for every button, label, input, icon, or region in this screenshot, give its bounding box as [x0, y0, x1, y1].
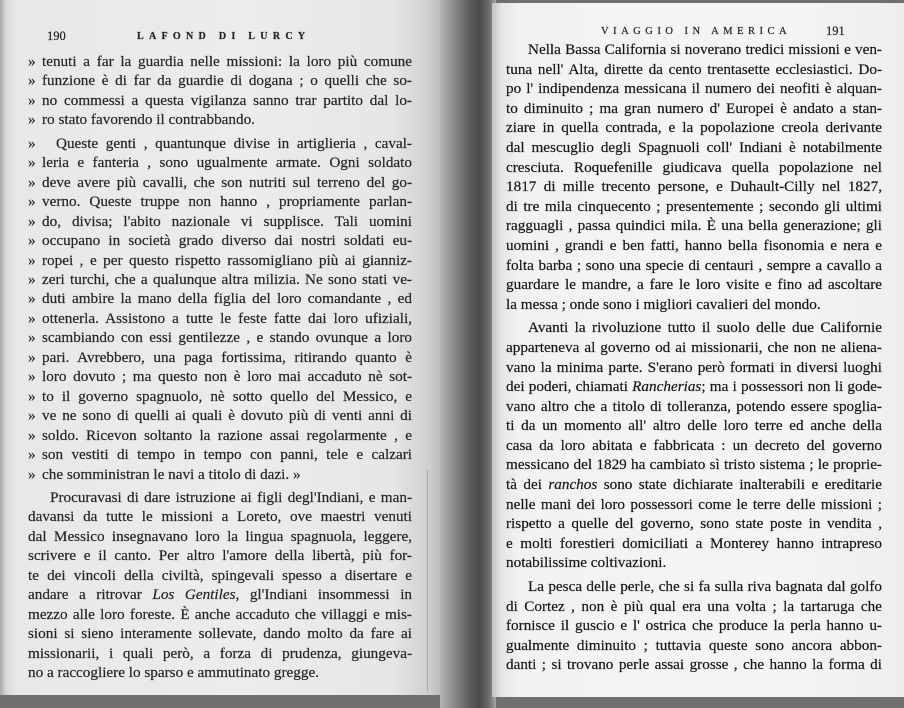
- text-line: [506, 636, 882, 656]
- text-line: [28, 91, 412, 110]
- text-line: [506, 358, 882, 378]
- line-text: soldo. Ricevon soltanto la razione assai regolarmente , e: [42, 426, 412, 444]
- text-line: [28, 426, 412, 445]
- line-text: che somministran le navi a titolo di dazi. »: [42, 465, 301, 483]
- line-text: casa da loro abitata e fabbricata : un decreto del governo: [506, 436, 882, 454]
- line-text: davansi da tutte le missioni a Loreto, ove maestri venuti: [28, 508, 412, 526]
- line-text: guardare le mandre, a fare le loro visite e fino ad ascoltare: [506, 276, 882, 294]
- text-line: [28, 251, 412, 270]
- quote-mark: »: [28, 368, 36, 386]
- quote-mark: »: [28, 251, 36, 269]
- line-text: Queste genti , quantunque divise in artiglieria , caval-: [56, 134, 412, 152]
- text-line: [506, 616, 882, 636]
- line-text: no commessi a questa vigilanza sanno trar partito dal lo-: [42, 91, 412, 109]
- line-text: deve avere più cavalli, che son nutriti sul terreno del go-: [42, 173, 412, 191]
- text-line: [506, 475, 882, 495]
- quote-mark: »: [28, 309, 36, 327]
- text-line: [28, 546, 412, 565]
- text-line: [28, 270, 412, 289]
- text-line: [28, 173, 412, 192]
- text-line: [28, 624, 412, 643]
- line-text: danti ; si trovano perle assai grosse , che hanno la forma di: [506, 656, 882, 674]
- line-text: folta barba ; sono una specie di centauri , sempre a cavallo a: [506, 256, 882, 274]
- text-line: [506, 40, 882, 60]
- quote-mark: »: [28, 446, 36, 464]
- right-running-head: VIAGGIO IN AMERICA: [601, 26, 792, 37]
- quote-mark: »: [28, 193, 36, 211]
- quote-mark: »: [28, 426, 36, 444]
- line-text: vano altro che a titolo di tolleranza, potendo essere spoglia-: [506, 397, 882, 415]
- text-line: [28, 663, 412, 682]
- text-line: [506, 534, 882, 554]
- line-text: di tre mila cinquecento ; presentemente ; secondo gli ultimi: [506, 197, 882, 215]
- text-line: [28, 231, 412, 250]
- text-line: [506, 236, 882, 256]
- text-line: [506, 138, 882, 158]
- text-line: [506, 416, 882, 436]
- text-line: [506, 436, 882, 456]
- text-line: [506, 177, 882, 197]
- text-line: [506, 158, 882, 178]
- line-text: fornisce il guscio e l' ostrica che produce la perla hanno u-: [506, 617, 882, 635]
- text-line: [28, 488, 412, 507]
- text-line: [28, 192, 412, 211]
- quote-mark: »: [28, 72, 36, 90]
- text-line: [28, 605, 412, 624]
- text-line: [28, 71, 412, 90]
- line-text: e molti forestieri domiciliati a Monterey hanno intrapreso: [506, 534, 882, 552]
- text-line: [506, 216, 882, 236]
- line-text: Procuravasi di dare istruzione ai figli degl'Indiani, e man-: [50, 488, 412, 506]
- left-running-head: LAFOND DI LURCY: [137, 31, 311, 42]
- italic-text: Los Gentiles: [152, 586, 236, 604]
- line-text: no a raccogliere lo sparso e ammutinato gregge.: [28, 664, 319, 682]
- line-text: to diminuito ; ma gran numero d' Europei è andato a stan-: [506, 99, 882, 117]
- line-text: vano la minima parte. S'erano però formati in diversi luoghi: [506, 358, 882, 376]
- line-text: ro stato favorendo il contrabbando.: [42, 111, 255, 129]
- quote-mark: »: [28, 348, 36, 366]
- text-line: [506, 495, 882, 515]
- text-line: [28, 52, 412, 71]
- line-text: uomini , grandi e ben fatti, hanno bella fisonomia e nera e: [506, 236, 882, 254]
- quote-mark: »: [28, 465, 36, 483]
- text-segment: , gl'Indiani insommessi in: [235, 586, 413, 604]
- line-text: di Cortez , non è più qual era una volta ; la tartaruga che: [506, 597, 882, 615]
- paragraph: [28, 488, 412, 683]
- text-line: [506, 197, 882, 217]
- line-text: leria e fanteria , sono ugualmente armate. Ogni soldato: [42, 154, 412, 172]
- text-line: [506, 99, 882, 119]
- right-page-text: [506, 40, 882, 675]
- line-text: verno. Queste truppe non hanno , propriamente parlan-: [42, 193, 412, 211]
- line-text: missionarii, i quali però, a forza di prudenza, giungeva-: [28, 644, 412, 662]
- text-segment: andare a ritrovar: [28, 586, 153, 604]
- text-line: [506, 577, 882, 597]
- line-text: dal Messico insegnavano loro la lingua spagnuola, leggere,: [28, 527, 412, 545]
- line-text: to il governo spagnuolo, nè sotto quello del Messico, e: [42, 387, 412, 405]
- text-line: [506, 514, 882, 534]
- quote-mark: »: [28, 154, 36, 172]
- text-line: [28, 527, 412, 546]
- text-line: [506, 553, 882, 573]
- line-text: gualmente diminuito ; tuttavia queste sono ancora abbon-: [506, 636, 882, 654]
- text-line: [506, 455, 882, 475]
- quote-mark: »: [28, 232, 36, 250]
- quote-mark: »: [28, 212, 36, 230]
- text-segment: tà dei: [506, 476, 549, 494]
- quote-mark: »: [28, 387, 36, 405]
- line-text: Nella Bassa California si noverano tredici missioni e ven-: [528, 41, 882, 58]
- quote-mark: »: [28, 134, 36, 152]
- line-text: ziare in quella contrada, e la popolazione creola derivante: [506, 119, 882, 137]
- text-line: [506, 597, 882, 617]
- line-text: tuna nell' Alta, dirette da cento trentasette ecclesiastici. Do-: [506, 60, 882, 78]
- line-text: messicano del 1829 ha cambiato sì tristo sistema ; le proprie-: [506, 456, 882, 474]
- text-line: [506, 377, 882, 397]
- text-line: [506, 118, 882, 138]
- quote-mark: »: [28, 111, 36, 129]
- line-text: ti da un momento all' altro delle loro terre ed anche della: [506, 417, 882, 435]
- text-line: [28, 507, 412, 526]
- line-text: zeri turchi, che a qualunque altra milizia. Ne sono stati ve-: [42, 270, 412, 288]
- text-line: [28, 644, 412, 663]
- line-text: tenuti a far la guardia nelle missioni: la loro più comune: [42, 53, 412, 70]
- text-line: [506, 655, 882, 675]
- line-text: la messa ; onde sono i migliori cavalieri del mondo.: [506, 295, 821, 313]
- right-page-number: 191: [826, 24, 845, 38]
- quote-mark: »: [28, 329, 36, 347]
- line-text: Avanti la rivoluzione tutto il suolo delle due Californie: [528, 319, 882, 337]
- line-text: La pesca delle perle, che si fa sulla riva bagnata dal golfo: [528, 578, 882, 596]
- quote-mark: »: [28, 407, 36, 425]
- text-line: [506, 338, 882, 358]
- text-line: [28, 212, 412, 231]
- quote-mark: »: [28, 53, 36, 70]
- line-text: funzione è di far da guardie di dogana ; o quelli che so-: [42, 72, 412, 90]
- text-line: [506, 275, 882, 295]
- line-text: notabilissime coltivazioni.: [506, 554, 667, 572]
- left-page-number: 190: [47, 29, 66, 43]
- italic-text: Rancherias: [632, 378, 702, 396]
- left-page-text: [28, 52, 412, 683]
- line-text: mezzo alle loro foreste. È anche accaduto che villaggi e mis-: [28, 605, 412, 623]
- line-text: apparteneva al governo od ai missionarii, che non ne aliena-: [506, 338, 882, 356]
- line-text: ve ne sono di quelli ai quali è dovuto più di venti anni di: [42, 407, 412, 425]
- text-line: [506, 256, 882, 276]
- line-text: cresciuta. Roquefenille giudicava quella popolazione nel: [506, 158, 882, 176]
- text-line: [28, 465, 412, 484]
- text-line: [28, 445, 412, 464]
- text-line: [28, 566, 412, 585]
- text-line: [506, 60, 882, 80]
- text-line: [28, 134, 412, 153]
- text-segment: dei poderi, chiamati: [506, 378, 633, 396]
- line-text: sioni si sieno interamente sollevate, dando molto da fare ai: [28, 625, 412, 643]
- line-text: rispetto a quelle del governo, sono state poste in vendita ,: [506, 515, 882, 533]
- paragraph: [506, 577, 882, 675]
- text-line: [28, 406, 412, 425]
- text-line: [506, 295, 882, 315]
- text-line: [28, 309, 412, 328]
- paragraph: [506, 318, 882, 573]
- line-text: ottenerla. Assistono a tutte le feste fatte dai loro ufiziali,: [42, 309, 412, 327]
- book-spine-shadow: [440, 0, 496, 708]
- line-text: loro dovuto ; ma questo non è loro mai accaduto nè sot-: [42, 368, 412, 386]
- text-line: [506, 318, 882, 338]
- text-line: [28, 328, 412, 347]
- line-text: ragguagli , passa quindici mila. È una bella generazione; gli: [506, 217, 882, 235]
- paragraph: [28, 134, 412, 484]
- line-text: nelle mani dei loro possessori come le terre delle missioni ;: [506, 495, 882, 513]
- text-line: [28, 289, 412, 308]
- text-line: [28, 585, 412, 604]
- text-line: [28, 348, 412, 367]
- italic-text: ranchos: [548, 476, 598, 494]
- line-text: te dei vincoli della civiltà, spingevali spesso a disertare e: [28, 566, 412, 584]
- text-line: [28, 387, 412, 406]
- paragraph: [28, 52, 412, 130]
- text-line: [28, 110, 412, 129]
- quote-mark: »: [28, 91, 36, 109]
- text-line: [28, 153, 412, 172]
- line-text: do, divisa; l'abito nazionale vi supplisce. Tali uomini: [42, 212, 412, 230]
- quote-mark: »: [28, 290, 36, 308]
- line-text: son vestiti di tempo in tempo con panni, tele e calzari: [42, 446, 412, 464]
- line-text: duti ambire la mano della figlia del loro comandante , ed: [42, 290, 412, 308]
- line-text: scambiando con essi gentilezze , e stando ovunque a loro: [42, 329, 412, 347]
- line-text: [28, 585, 412, 604]
- line-text: pari. Avrebbero, una paga fortissima, ritirando quanto è: [42, 348, 412, 366]
- line-text: ropei , e per questo rispetto rassomigliano più ai gianniz-: [42, 251, 412, 269]
- text-segment: ; ma i possessori non li gode-: [701, 378, 882, 396]
- line-text: [506, 377, 882, 397]
- quote-mark: »: [28, 270, 36, 288]
- text-segment: sono state dichiarate inalterabili e ereditarie: [597, 476, 883, 494]
- line-text: 1817 di mille trecento persone, e Duhault-Cilly nel 1827,: [506, 178, 882, 196]
- text-line: [28, 367, 412, 386]
- page-edge-line: [427, 470, 428, 692]
- quote-mark: »: [28, 173, 36, 191]
- line-text: scrivere e il canto. Per altro l'amore della libertà, più for-: [28, 547, 412, 565]
- line-text: dal mescuglio degli Spagnuoli coll' Indiani è notabilmente: [506, 138, 882, 156]
- paragraph: [506, 40, 882, 314]
- text-line: [506, 79, 882, 99]
- line-text: po l' indipendenza messicana il numero dei neofiti è alquan-: [506, 80, 882, 98]
- line-text: [506, 475, 882, 495]
- line-text: occupano in società grado diverso dai nostri soldati eu-: [42, 232, 412, 250]
- text-line: [506, 397, 882, 417]
